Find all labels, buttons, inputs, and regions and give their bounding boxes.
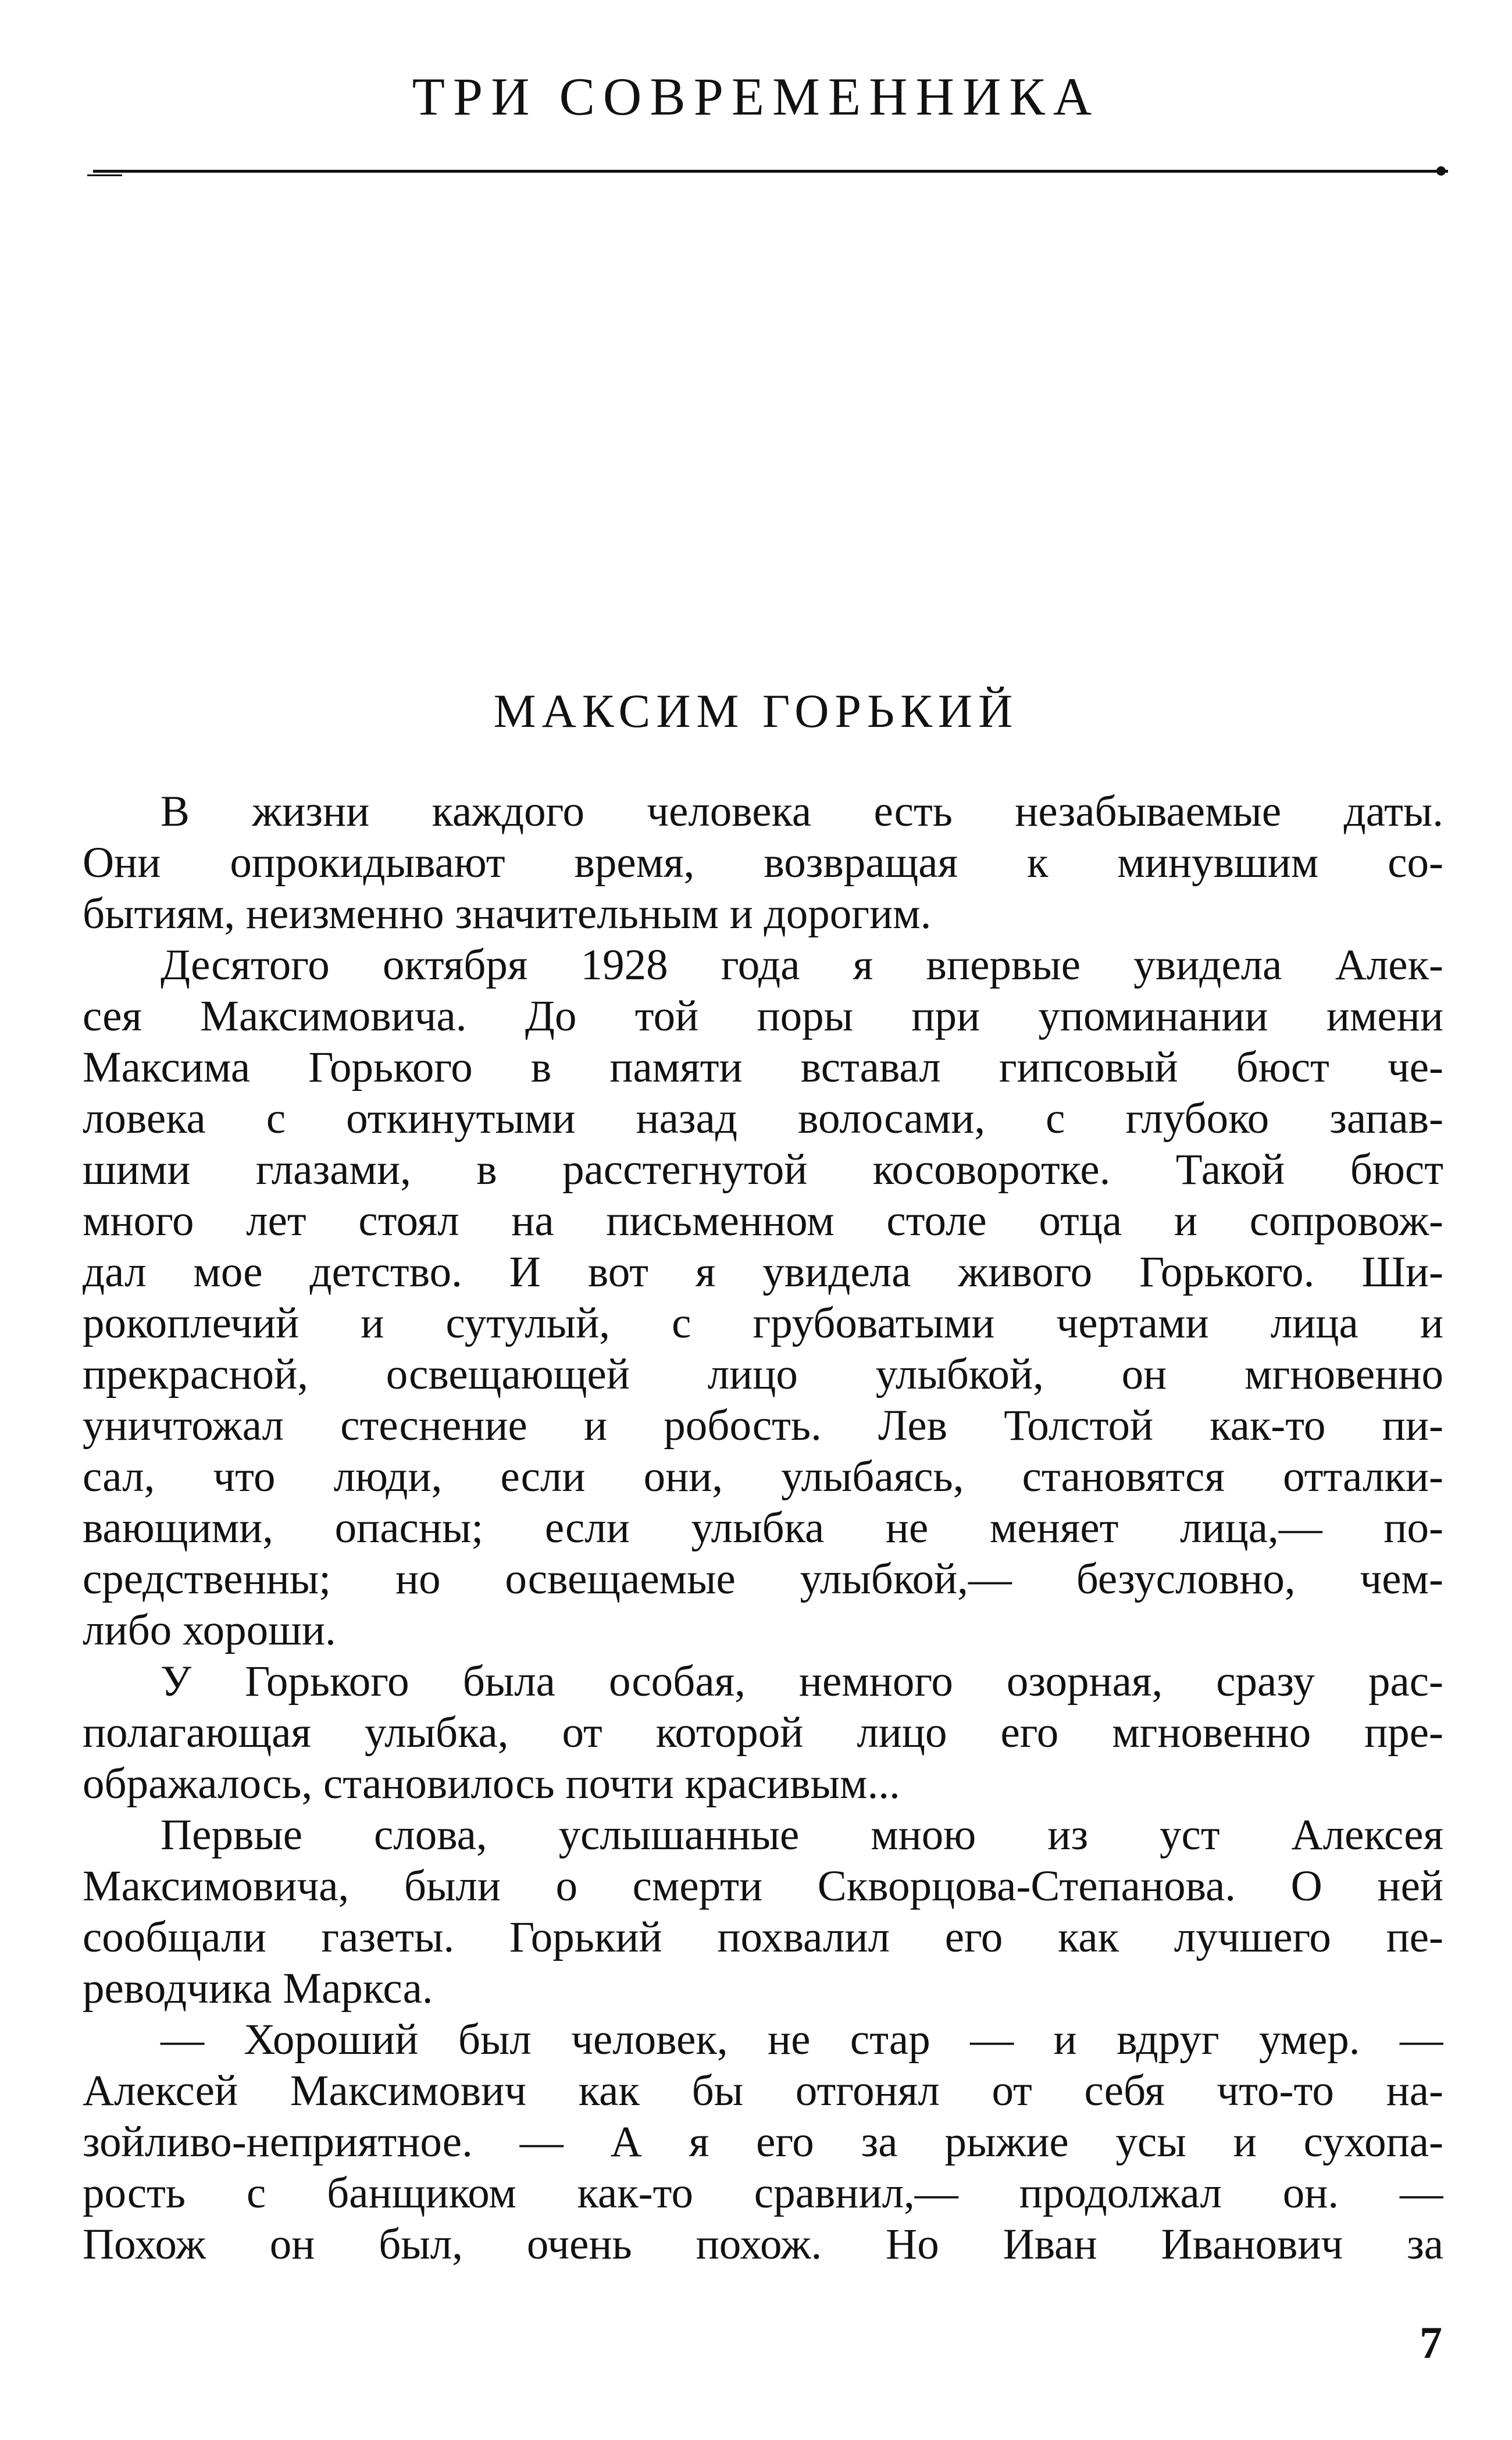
text-line: Первые слова, услышанные мною из уст Алексея — [161, 1811, 1443, 1859]
text-line: У Горького была особая, немного озорная, сразу рас- — [161, 1657, 1443, 1706]
body-text — [83, 786, 1443, 2270]
text-line: Максимовича, были о смерти Скворцова-Степанова. О ней — [83, 1862, 1443, 1910]
page-number: 7 — [1420, 2317, 1442, 2368]
text-line: много лет стоял на письменном столе отца и сопровож- — [83, 1197, 1443, 1245]
text-line: ловека с откинутыми назад волосами, с глубоко запав- — [83, 1094, 1443, 1143]
text-line: сея Максимовича. До той поры при упоминании имени — [83, 992, 1443, 1040]
text-line: сал, что люди, если они, улыбаясь, становятся отталки- — [83, 1453, 1443, 1501]
header-rule — [93, 170, 1448, 173]
text-line: ображалось, становилось почти красивым... — [83, 1760, 900, 1808]
text-line: уничтожал стеснение и робость. Лев Толстой как-то пи- — [83, 1401, 1443, 1450]
text-line: рость с банщиком как-то сравнил,— продолжал он. — — [83, 2169, 1443, 2217]
text-line: дал мое детство. И вот я увидела живого Горького. Ши- — [83, 1248, 1443, 1296]
text-line: Максима Горького в памяти вставал гипсовый бюст че- — [83, 1043, 1443, 1091]
text-line: либо хороши. — [83, 1606, 336, 1654]
text-line: полагающая улыбка, от которой лицо его мгновенно пре- — [83, 1708, 1443, 1757]
text-line: сообщали газеты. Горький похвалил его как лучшего пе- — [83, 1913, 1443, 1961]
text-line: бытиям, неизменно значительным и дорогим. — [83, 890, 932, 938]
text-line: зойливо-неприятное. — А я его за рыжие усы и сухопа- — [83, 2118, 1443, 2166]
text-line: реводчика Маркса. — [83, 1964, 433, 2013]
running-head: ТРИ СОВРЕМЕННИКА — [412, 67, 1100, 126]
text-line: прекрасной, освещающей лицо улыбкой, он мгновенно — [83, 1350, 1443, 1399]
text-line: В жизни каждого человека есть незабываемые даты. — [161, 787, 1443, 836]
text-line: Алексей Максимович как бы отгонял от себя что-то на- — [83, 2067, 1443, 2115]
text-line: средственны; но освещаемые улыбкой,— безусловно, чем- — [83, 1555, 1443, 1603]
text-line: шими глазами, в расстегнутой косоворотке. Такой бюст — [83, 1146, 1443, 1194]
header-rule-left-segment — [87, 174, 122, 176]
chapter-title: МАКСИМ ГОРЬКИЙ — [493, 684, 1019, 737]
text-line: вающими, опасны; если улыбка не меняет лица,— по- — [83, 1504, 1443, 1552]
text-line: Похож он был, очень похож. Но Иван Иванович за — [83, 2220, 1443, 2268]
text-line: Десятого октября 1928 года я впервые увидела Алек- — [161, 941, 1443, 989]
text-line: Они опрокидывают время, возвращая к минувшим со- — [83, 839, 1443, 887]
text-line: — Хороший был человек, не стар — и вдруг умер. — — [161, 2016, 1443, 2064]
text-line: рокоплечий и сутулый, с грубоватыми чертами лица и — [83, 1299, 1443, 1347]
header-rule-end-dot — [1436, 166, 1446, 176]
